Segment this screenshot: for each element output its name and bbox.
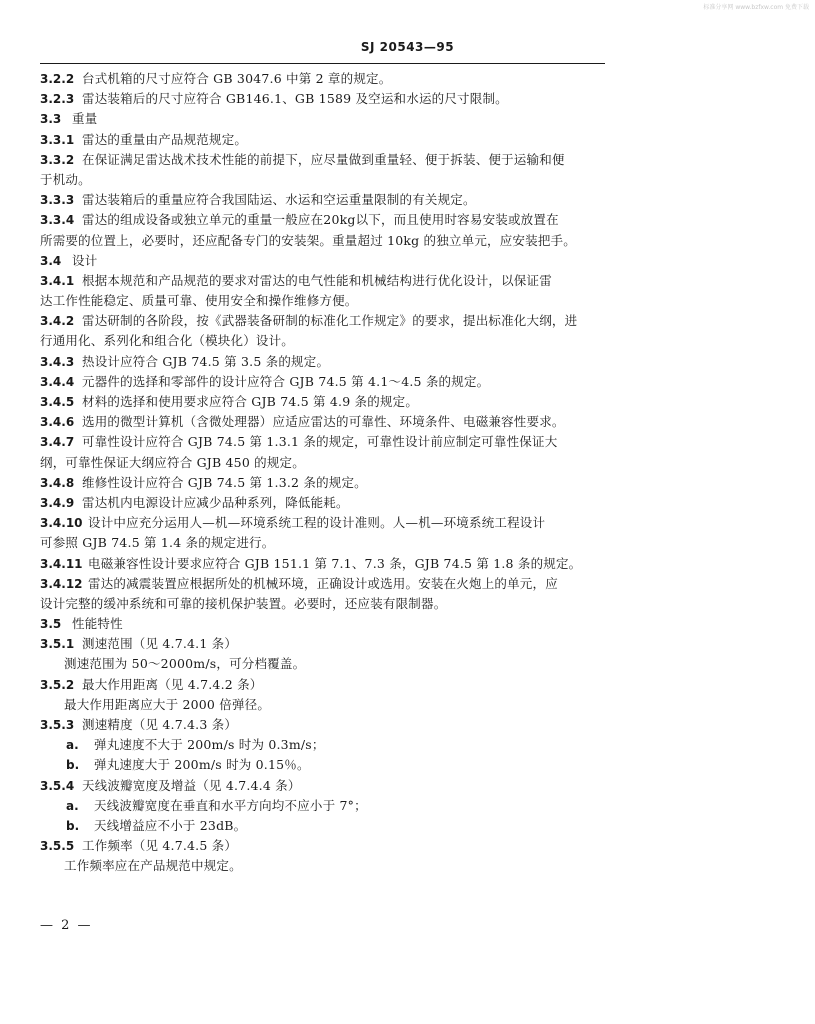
clause-text: 元器件的选择和零部件的设计应符合 GJB 74.5 第 4.1～4.5 条的规定。 (82, 373, 490, 389)
text-line (40, 291, 605, 311)
clause-text: 雷达的重量由产品规范规定。 (82, 131, 248, 147)
list-letter: b. (66, 818, 80, 833)
clause-text: 达工作性能稳定、质量可靠、使用安全和操作维修方便。 (40, 293, 358, 309)
clause-number: 3.5.1 (40, 637, 75, 652)
clause-text: 雷达装箱后的重量应符合我国陆运、水运和空运重量限制的有关规定。 (82, 192, 476, 208)
clause-number: 3.3.2 (40, 152, 75, 167)
clause-text: 工作频率（见 4.7.4.5 条） (82, 838, 238, 854)
text-line (40, 856, 605, 876)
text-line (40, 755, 605, 775)
text-line (40, 654, 605, 674)
document-number-header: SJ 20543—95 (360, 40, 455, 54)
text-line (40, 554, 605, 574)
text-line (40, 190, 605, 210)
clause-text: 电磁兼容性设计要求应符合 GJB 151.1 第 7.1、7.3 条，GJB 74.5 第 1.8 条的规定。 (88, 555, 582, 571)
header-rule (40, 63, 605, 64)
clause-number: 3.4 (40, 253, 62, 268)
text-line (40, 89, 605, 109)
clause-text: 雷达的组成设备或独立单元的重量一般应在20kg以下，而且使用时容易安装或放置在 (82, 212, 559, 228)
clause-text: 热设计应符合 GJB 74.5 第 3.5 条的规定。 (82, 353, 330, 369)
clause-number: 3.3.1 (40, 132, 75, 147)
text-line (40, 170, 605, 190)
clause-number: 3.4.4 (40, 374, 75, 389)
text-line (40, 776, 605, 796)
text-line (40, 372, 605, 392)
text-line (40, 614, 605, 634)
clause-text: 性能特性 (72, 616, 123, 632)
clause-number: 3.5.5 (40, 839, 75, 854)
text-line (40, 130, 605, 150)
page-number: — 2 — (40, 918, 93, 933)
clause-number: 3.4.1 (40, 273, 75, 288)
clause-number: 3.5.4 (40, 778, 75, 793)
clause-number: 3.3.3 (40, 193, 75, 208)
clause-text: 维修性设计应符合 GJB 74.5 第 1.3.2 条的规定。 (82, 474, 367, 490)
clause-number: 3.2.2 (40, 72, 75, 86)
watermark: 标准分享网 www.bzfxw.com 免费下载 (703, 4, 809, 11)
clause-text: 在保证满足雷达战术技术性能的前提下，应尽量做到重量轻、便于拆装、便于运输和便 (82, 151, 565, 167)
clause-text: 所需要的位置上，必要时，还应配备专门的安装架。重量超过 10kg 的独立单元，应安装把手。 (40, 232, 576, 248)
clause-number: 3.4.9 (40, 495, 75, 510)
clause-text: 雷达研制的各阶段，按《武器装备研制的标准化工作规定》的要求，提出标准化大纲，进 (82, 313, 578, 329)
clause-text: 设计完整的缓冲系统和可靠的接机保护装置。必要时，还应装有限制器。 (40, 595, 447, 611)
text-line (40, 695, 605, 715)
clause-text: 根据本规范和产品规范的要求对雷达的电气性能和机械结构进行优化设计，以保证雷 (82, 272, 552, 288)
clause-text: 最大作用距离应大于 2000 倍弹径。 (64, 696, 271, 712)
text-line (40, 533, 605, 553)
clause-text: 行通用化、系列化和组合化（模块化）设计。 (40, 333, 295, 349)
clause-number: 3.4.12 (40, 576, 83, 591)
text-line (40, 432, 605, 452)
text-line (40, 594, 605, 614)
clause-number: 3.3 (40, 112, 62, 127)
text-line (40, 231, 605, 251)
list-letter: a. (66, 738, 79, 753)
clause-text: 测速范围（见 4.7.4.1 条） (82, 636, 238, 652)
text-line (40, 271, 605, 291)
text-line (40, 412, 605, 432)
text-line (40, 513, 605, 533)
clause-text: 雷达机内电源设计应减少品种系列，降低能耗。 (82, 494, 349, 510)
text-line (40, 493, 605, 513)
clause-text: 可参照 GJB 74.5 第 1.4 条的规定进行。 (40, 535, 275, 551)
clause-text: 雷达的减震装置应根据所处的机械环境，正确设计或选用。安装在火炮上的单元，应 (88, 575, 558, 591)
clause-number: 3.5.2 (40, 677, 75, 692)
clause-number: 3.4.2 (40, 314, 75, 329)
clause-number: 3.4.5 (40, 395, 75, 409)
text-line (40, 392, 605, 412)
clause-number: 3.4.3 (40, 354, 75, 369)
clause-number: 3.4.6 (40, 415, 75, 430)
text-line (40, 109, 605, 129)
text-line (40, 634, 605, 654)
text-line (40, 453, 605, 473)
clause-number: 3.4.10 (40, 516, 83, 531)
text-line (40, 473, 605, 493)
clause-number: 3.4.7 (40, 435, 75, 450)
clause-text: 可靠性设计应符合 GJB 74.5 第 1.3.1 条的规定，可靠性设计前应制定可靠性保证大 (82, 434, 558, 450)
clause-text: 测速精度（见 4.7.4.3 条） (82, 717, 238, 732)
text-line (40, 352, 605, 372)
clause-text: 天线波瓣宽度在垂直和水平方向均不应小于 7°； (94, 797, 367, 813)
clause-text: 雷达装箱后的尺寸应符合 GB146.1、GB 1589 及空运和水运的尺寸限制。 (82, 91, 508, 107)
clause-text: 弹丸速度不大于 200m/s 时为 0.3m/s； (94, 737, 325, 753)
list-letter: a. (66, 798, 79, 813)
clause-text: 最大作用距离（见 4.7.4.2 条） (82, 676, 263, 692)
clause-text: 于机动。 (40, 171, 91, 187)
text-line (40, 796, 605, 816)
document-body (40, 69, 605, 877)
list-letter: b. (66, 758, 80, 773)
text-line (40, 69, 605, 89)
clause-number: 3.4.8 (40, 475, 75, 490)
clause-text: 天线增益应不小于 23dB。 (94, 817, 247, 833)
clause-text: 纲，可靠性保证大纲应符合 GJB 450 的规定。 (40, 454, 305, 470)
text-line (40, 574, 605, 594)
clause-text: 台式机箱的尺寸应符合 GB 3047.6 中第 2 章的规定。 (82, 71, 392, 86)
text-line (40, 836, 605, 856)
text-line (40, 715, 605, 735)
clause-text: 选用的微型计算机（含微处理器）应适应雷达的可靠性、环境条件、电磁兼容性要求。 (82, 414, 565, 430)
text-line (40, 331, 605, 351)
text-line (40, 251, 605, 271)
text-line (40, 311, 605, 331)
clause-text: 材料的选择和使用要求应符合 GJB 74.5 第 4.9 条的规定。 (82, 394, 419, 409)
text-line (40, 735, 605, 755)
text-line (40, 210, 605, 230)
clause-text: 天线波瓣宽度及增益（见 4.7.4.4 条） (82, 777, 301, 793)
clause-text: 设计中应充分运用人—机—环境系统工程的设计准则。人—机—环境系统工程设计 (88, 515, 546, 531)
clause-text: 设计 (72, 252, 98, 268)
text-line (40, 150, 605, 170)
clause-number: 3.2.3 (40, 92, 75, 107)
clause-text: 重量 (72, 111, 98, 127)
clause-number: 3.5 (40, 617, 62, 632)
clause-text: 工作频率应在产品规范中规定。 (64, 858, 242, 874)
clause-text: 测速范围为 50～2000m/s，可分档覆盖。 (64, 656, 306, 672)
clause-number: 3.4.11 (40, 556, 83, 571)
text-line (40, 816, 605, 836)
clause-text: 弹丸速度大于 200m/s 时为 0.15％。 (94, 757, 310, 773)
clause-number: 3.5.3 (40, 718, 75, 732)
text-line (40, 675, 605, 695)
clause-number: 3.3.4 (40, 213, 75, 228)
